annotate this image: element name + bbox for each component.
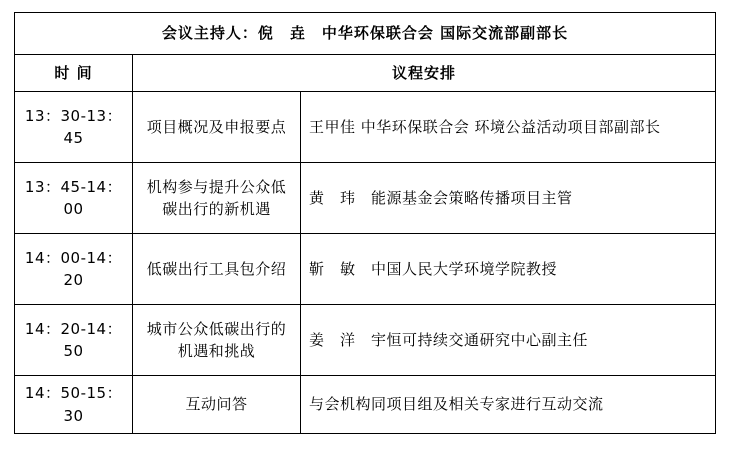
row-speaker: 王甲佳 中华环保联合会 环境公益活动项目部副部长 bbox=[301, 92, 716, 163]
row-time: 14：50-15：30 bbox=[15, 376, 133, 434]
row-speaker: 姜 洋 宇恒可持续交通研究中心副主任 bbox=[301, 305, 716, 376]
row-topic: 城市公众低碳出行的机遇和挑战 bbox=[133, 305, 301, 376]
header-time: 时 间 bbox=[15, 54, 133, 92]
row-time: 14：20-14：50 bbox=[15, 305, 133, 376]
agenda-table bbox=[14, 12, 716, 434]
row-topic: 机构参与提升公众低碳出行的新机遇 bbox=[133, 163, 301, 234]
row-topic: 互动问答 bbox=[133, 376, 301, 434]
host-row bbox=[15, 13, 716, 55]
table-row bbox=[15, 234, 716, 305]
row-time: 13：30-13：45 bbox=[15, 92, 133, 163]
table-row bbox=[15, 376, 716, 434]
row-time: 14：00-14：20 bbox=[15, 234, 133, 305]
table-row bbox=[15, 163, 716, 234]
row-speaker: 与会机构同项目组及相关专家进行互动交流 bbox=[301, 376, 716, 434]
row-topic: 低碳出行工具包介绍 bbox=[133, 234, 301, 305]
table-row bbox=[15, 305, 716, 376]
header-agenda: 议程安排 bbox=[133, 54, 716, 92]
header-row bbox=[15, 54, 716, 92]
row-time: 13：45-14：00 bbox=[15, 163, 133, 234]
table-row bbox=[15, 92, 716, 163]
row-speaker: 靳 敏 中国人民大学环境学院教授 bbox=[301, 234, 716, 305]
host-text: 会议主持人：倪 垚 中华环保联合会 国际交流部副部长 bbox=[15, 13, 716, 55]
row-topic: 项目概况及申报要点 bbox=[133, 92, 301, 163]
row-speaker: 黄 玮 能源基金会策略传播项目主管 bbox=[301, 163, 716, 234]
